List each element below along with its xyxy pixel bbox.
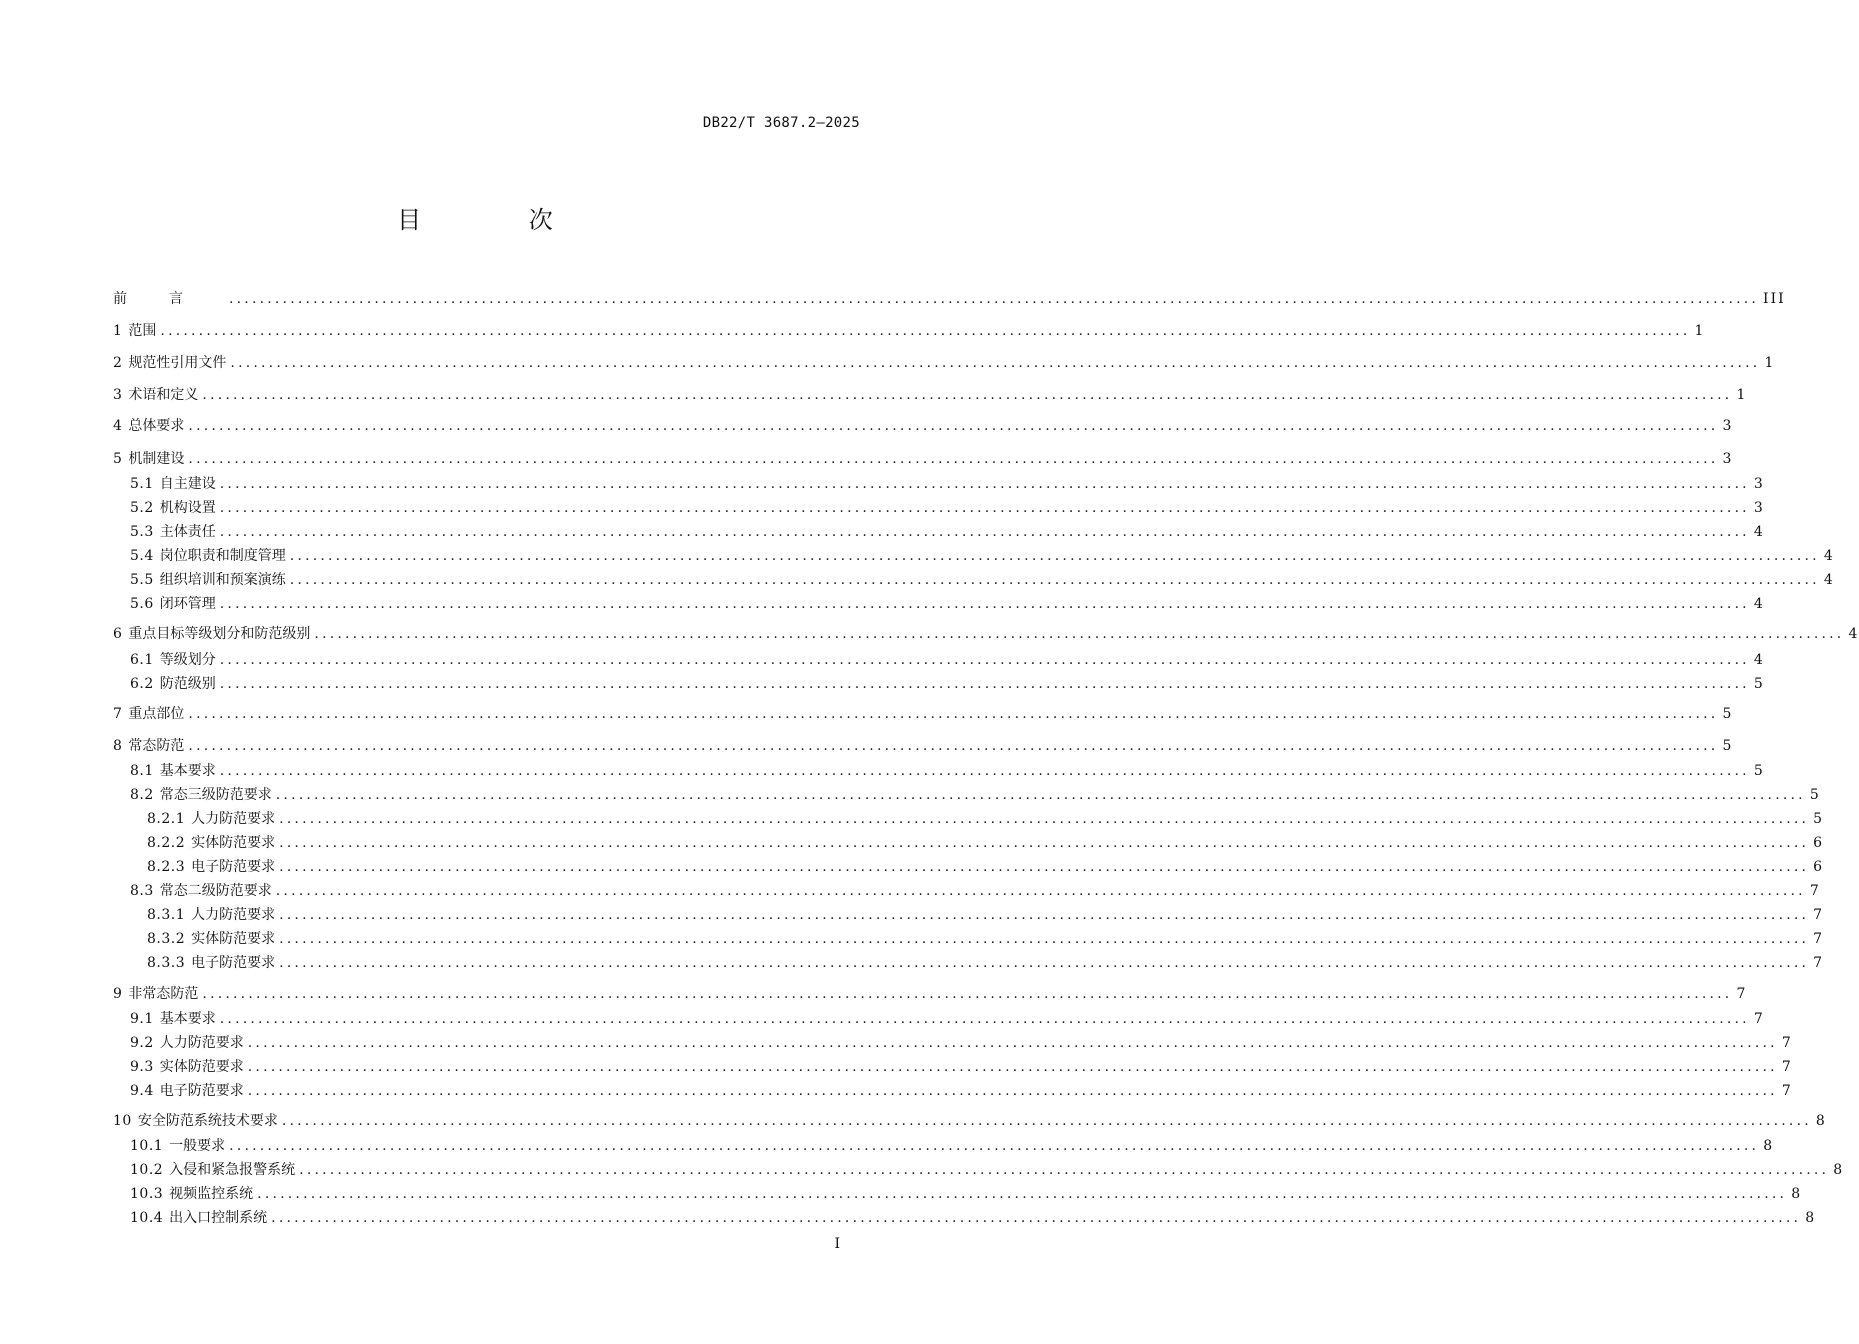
toc-entry-number: 10.3 <box>130 1186 164 1202</box>
toc-entry[interactable] <box>113 1137 1775 1155</box>
toc-dot-leader: ........................................................................................................................................................................................................ <box>219 476 1750 492</box>
toc-entry-number: 10.1 <box>130 1138 164 1154</box>
toc-entry[interactable] <box>113 1058 1793 1076</box>
toc-entry-page: 8 <box>1763 1138 1775 1154</box>
toc-entry-label: 实体防范要求 <box>191 835 276 851</box>
toc-entry-label: 防范级别 <box>159 676 216 692</box>
toc-entry-number: 8.2 <box>130 787 154 803</box>
toc-dot-leader: ........................................................................................................................................................................................................ <box>202 986 1733 1002</box>
toc-entry-label: 组织培训和预案演练 <box>159 572 286 588</box>
toc-entry[interactable] <box>113 1010 1765 1028</box>
toc-entry-page: 7 <box>1813 931 1825 947</box>
toc-entry-label: 主体责任 <box>159 524 216 540</box>
toc-entry-page: 5 <box>1813 811 1825 827</box>
page-title: 目 次 <box>397 206 603 234</box>
toc-entry-page: 3 <box>1722 418 1734 434</box>
toc-entry-page: 7 <box>1809 883 1821 899</box>
toc-entry-label: 非常态防范 <box>128 986 199 1002</box>
toc-entry-number: 6.2 <box>130 676 154 692</box>
toc-entry[interactable] <box>113 475 1765 493</box>
toc-entry-label: 人力防范要求 <box>159 1035 244 1051</box>
toc-dot-leader: ........................................................................................................................................................................................................ <box>271 1210 1802 1226</box>
toc-entry-number: 9 <box>113 986 123 1002</box>
toc-entry[interactable] <box>113 499 1765 517</box>
toc-entry-label: 基本要求 <box>159 1011 216 1027</box>
toc-entry-label: 岗位职责和制度管理 <box>159 548 286 564</box>
document-code: DB22/T 3687.2—2025 <box>702 115 860 131</box>
toc-entry-page: 6 <box>1813 859 1825 875</box>
toc-entry-number: 8.3 <box>130 883 154 899</box>
toc-dot-leader: ........................................................................................................................................................................................................ <box>275 787 1806 803</box>
toc-entry-page: 8 <box>1833 1162 1845 1178</box>
toc-entry-label: 重点目标等级划分和防范级别 <box>128 626 311 642</box>
toc-entry-number: 8.3.3 <box>147 955 186 971</box>
toc-dot-leader: ........................................................................................................................................................................................................ <box>279 955 1810 971</box>
toc-entry-number: 8.2.3 <box>147 859 186 875</box>
toc-entry-number: 8.1 <box>130 763 154 779</box>
toc-entry-label: 出入口控制系统 <box>169 1210 268 1226</box>
toc-dot-leader: ........................................................................................................................................................................................................ <box>188 451 1719 467</box>
toc-entry[interactable] <box>113 762 1765 780</box>
toc-entry[interactable] <box>113 450 1734 468</box>
toc-dot-leader: ........................................................................................................................................................................................................ <box>279 811 1810 827</box>
toc-entry-page: 5 <box>1809 787 1821 803</box>
toc-entry-number: 8 <box>113 738 123 754</box>
toc-entry-page: 4 <box>1753 652 1765 668</box>
toc-entry-page: 5 <box>1753 676 1765 692</box>
toc-entry-label: 闭环管理 <box>159 596 216 612</box>
toc-entry[interactable] <box>113 858 1825 876</box>
toc-entry-label: 常态三级防范要求 <box>159 787 272 803</box>
toc-entry-number: 4 <box>113 418 123 434</box>
toc-entry-label: 电子防范要求 <box>191 859 276 875</box>
toc-entry-number: 6.1 <box>130 652 154 668</box>
toc-dot-leader: ........................................................................................................................................................................................................ <box>160 323 1691 339</box>
toc-entry-number: 10.4 <box>130 1210 164 1226</box>
toc-entry-page: 8 <box>1815 1113 1827 1129</box>
toc-entry-label: 机制建设 <box>128 451 185 467</box>
toc-dot-leader: ........................................................................................................................................................................................................ <box>188 738 1719 754</box>
toc-entry-label: 电子防范要求 <box>159 1083 244 1099</box>
toc-entry[interactable] <box>113 595 1765 613</box>
toc-entry[interactable] <box>113 930 1825 948</box>
toc-entry[interactable] <box>113 1161 1845 1179</box>
toc-entry-page: 7 <box>1813 955 1825 971</box>
toc-entry-page: 1 <box>1764 355 1776 371</box>
toc-entry-label: 常态二级防范要求 <box>159 883 272 899</box>
toc-entry[interactable] <box>113 786 1821 804</box>
toc-entry-number: 9.4 <box>130 1083 154 1099</box>
toc-entry-label: 实体防范要求 <box>191 931 276 947</box>
toc-entry[interactable] <box>113 1112 1827 1130</box>
toc-dot-leader: ........................................................................................................................................................................................................ <box>247 1059 1778 1075</box>
toc-dot-leader: ........................................................................................................................................................................................................ <box>279 859 1810 875</box>
toc-dot-leader: ........................................................................................................................................................................................................ <box>247 1083 1778 1099</box>
toc-entry[interactable] <box>113 651 1765 669</box>
toc-entry[interactable] <box>113 906 1825 924</box>
toc-entry-number: 8.3.2 <box>147 931 186 947</box>
toc-dot-leader: ........................................................................................................................................................................................................ <box>279 931 1810 947</box>
toc-entry-page: 5 <box>1722 738 1734 754</box>
toc-entry-page: 4 <box>1823 548 1835 564</box>
toc-dot-leader: ........................................................................................................................................................................................................ <box>230 355 1761 371</box>
toc-entry-page: 4 <box>1848 626 1859 642</box>
toc-entry[interactable] <box>113 1082 1793 1100</box>
toc-entry-label: 安全防范系统技术要求 <box>137 1113 278 1129</box>
toc-entry-page: 4 <box>1753 596 1765 612</box>
toc-entry-page: 1 <box>1694 323 1706 339</box>
toc-entry-label: 人力防范要求 <box>191 811 276 827</box>
toc-entry-number: 5.6 <box>130 596 154 612</box>
toc-entry-page: 3 <box>1753 500 1765 516</box>
toc-entry[interactable] <box>113 386 1748 404</box>
toc-entry-page: 4 <box>1753 524 1765 540</box>
toc-entry-label: 人力防范要求 <box>191 907 276 923</box>
toc-entry[interactable] <box>113 290 1786 308</box>
toc-entry[interactable] <box>113 834 1825 852</box>
toc-dot-leader: ........................................................................................................................................................................................................ <box>202 387 1733 403</box>
toc-entry[interactable] <box>113 322 1706 340</box>
toc-entry-label: 重点部位 <box>128 706 185 722</box>
toc-entry-label: 范围 <box>128 323 157 339</box>
toc-dot-leader: ........................................................................................................................................................................................................ <box>219 676 1750 692</box>
toc-entry-label: 常态防范 <box>128 738 185 754</box>
toc-entry-label: 等级划分 <box>159 652 216 668</box>
toc-entry-page: 7 <box>1781 1035 1793 1051</box>
toc-entry[interactable] <box>113 882 1821 900</box>
toc-dot-leader: ........................................................................................................................................................................................................ <box>289 548 1820 564</box>
toc-entry[interactable] <box>113 417 1734 435</box>
toc-dot-leader: ........................................................................................................................................................................................................ <box>219 596 1750 612</box>
toc-entry[interactable] <box>113 547 1835 565</box>
toc-entry-label: 术语和定义 <box>128 387 199 403</box>
toc-dot-leader: ........................................................................................................................................................................................................ <box>219 524 1750 540</box>
toc-entry-label: 规范性引用文件 <box>128 355 227 371</box>
toc-dot-leader: ........................................................................................................................................................................................................ <box>279 835 1810 851</box>
toc-entry[interactable] <box>113 1185 1803 1203</box>
toc-dot-leader: ........................................................................................................................................................................................................ <box>314 626 1845 642</box>
toc-entry[interactable] <box>113 675 1765 693</box>
toc-entry-page: 7 <box>1813 907 1825 923</box>
toc-entry-number: 1 <box>113 323 123 339</box>
toc-entry-page: 7 <box>1781 1083 1793 1099</box>
toc-dot-leader: ........................................................................................................................................................................................................ <box>299 1162 1830 1178</box>
toc-dot-leader: ........................................................................................................................................................................................................ <box>279 907 1810 923</box>
toc-dot-leader: ........................................................................................................................................................................................................ <box>257 1186 1788 1202</box>
toc-entry-label: 自主建设 <box>159 476 216 492</box>
toc-dot-leader: ........................................................................................................................................................................................................ <box>219 500 1750 516</box>
toc-entry-page: 6 <box>1813 835 1825 851</box>
toc-entry-number: 6 <box>113 626 123 642</box>
toc-entry-number: 5.4 <box>130 548 154 564</box>
toc-entry-page: 4 <box>1823 572 1835 588</box>
toc-entry[interactable] <box>113 523 1765 541</box>
toc-entry[interactable] <box>113 985 1748 1003</box>
toc-entry-number: 5.5 <box>130 572 154 588</box>
toc-entry-page: III <box>1763 291 1786 307</box>
toc-entry-number: 8.3.1 <box>147 907 186 923</box>
page-number: I <box>834 1236 840 1252</box>
toc-entry-label: 基本要求 <box>159 763 216 779</box>
toc-entry-number: 5.2 <box>130 500 154 516</box>
toc-entry[interactable] <box>113 1034 1793 1052</box>
toc-entry-page: 7 <box>1781 1059 1793 1075</box>
toc-entry[interactable] <box>113 737 1734 755</box>
toc-entry-number: 9.3 <box>130 1059 154 1075</box>
toc-entry-number: 7 <box>113 706 123 722</box>
toc-entry-label: 机构设置 <box>159 500 216 516</box>
toc-entry-label: 一般要求 <box>169 1138 226 1154</box>
toc-dot-leader: ........................................................................................................................................................................................................ <box>219 1011 1750 1027</box>
toc-entry[interactable] <box>113 354 1776 372</box>
toc-entry-label: 入侵和紧急报警系统 <box>169 1162 296 1178</box>
toc-entry-number: 9.1 <box>130 1011 154 1027</box>
toc-entry-page: 3 <box>1753 476 1765 492</box>
toc-entry-label: 总体要求 <box>128 418 185 434</box>
toc-entry-page: 5 <box>1753 763 1765 779</box>
toc-dot-leader: ........................................................................................................................................................................................................ <box>247 1035 1778 1051</box>
toc-entry-number: 8.2.1 <box>147 811 186 827</box>
toc-entry-page: 3 <box>1722 451 1734 467</box>
toc-dot-leader: ........................................................................................................................................................................................................ <box>229 1138 1760 1154</box>
toc-entry-label: 前言 <box>113 291 225 307</box>
toc-entry-number: 5.3 <box>130 524 154 540</box>
toc-entry[interactable] <box>113 954 1825 972</box>
toc-entry-page: 1 <box>1736 387 1748 403</box>
toc-entry-number: 10.2 <box>130 1162 164 1178</box>
toc-dot-leader: ........................................................................................................................................................................................................ <box>281 1113 1812 1129</box>
toc-entry-page: 8 <box>1805 1210 1817 1226</box>
toc-dot-leader: ........................................................................................................................................................................................................ <box>188 418 1719 434</box>
toc-entry[interactable] <box>113 1209 1817 1227</box>
toc-dot-leader: ........................................................................................................................................................................................................ <box>289 572 1820 588</box>
toc-dot-leader: ........................................................................................................................................................................................................ <box>219 652 1750 668</box>
toc-entry-number: 8.2.2 <box>147 835 186 851</box>
toc-entry[interactable] <box>113 571 1835 589</box>
toc-entry-page: 8 <box>1791 1186 1803 1202</box>
toc-entry[interactable] <box>113 810 1825 828</box>
toc-entry-number: 9.2 <box>130 1035 154 1051</box>
toc-entry-label: 视频监控系统 <box>169 1186 254 1202</box>
toc-dot-leader: ........................................................................................................................................................................................................ <box>188 706 1719 722</box>
toc-entry-page: 5 <box>1722 706 1734 722</box>
toc-entry-number: 3 <box>113 387 123 403</box>
toc-dot-leader: ........................................................................................................................................................................................................ <box>229 291 1760 307</box>
toc-entry[interactable] <box>113 705 1734 723</box>
toc-entry[interactable] <box>113 625 1859 643</box>
toc-entry-number: 2 <box>113 355 123 371</box>
toc-dot-leader: ........................................................................................................................................................................................................ <box>219 763 1750 779</box>
toc-entry-number: 5.1 <box>130 476 154 492</box>
toc-entry-page: 7 <box>1753 1011 1765 1027</box>
toc-entry-page: 7 <box>1736 986 1748 1002</box>
toc-entry-label: 实体防范要求 <box>159 1059 244 1075</box>
toc-entry-label: 电子防范要求 <box>191 955 276 971</box>
toc-dot-leader: ........................................................................................................................................................................................................ <box>275 883 1806 899</box>
toc-entry-number: 10 <box>113 1113 132 1129</box>
toc-entry-number: 5 <box>113 451 123 467</box>
